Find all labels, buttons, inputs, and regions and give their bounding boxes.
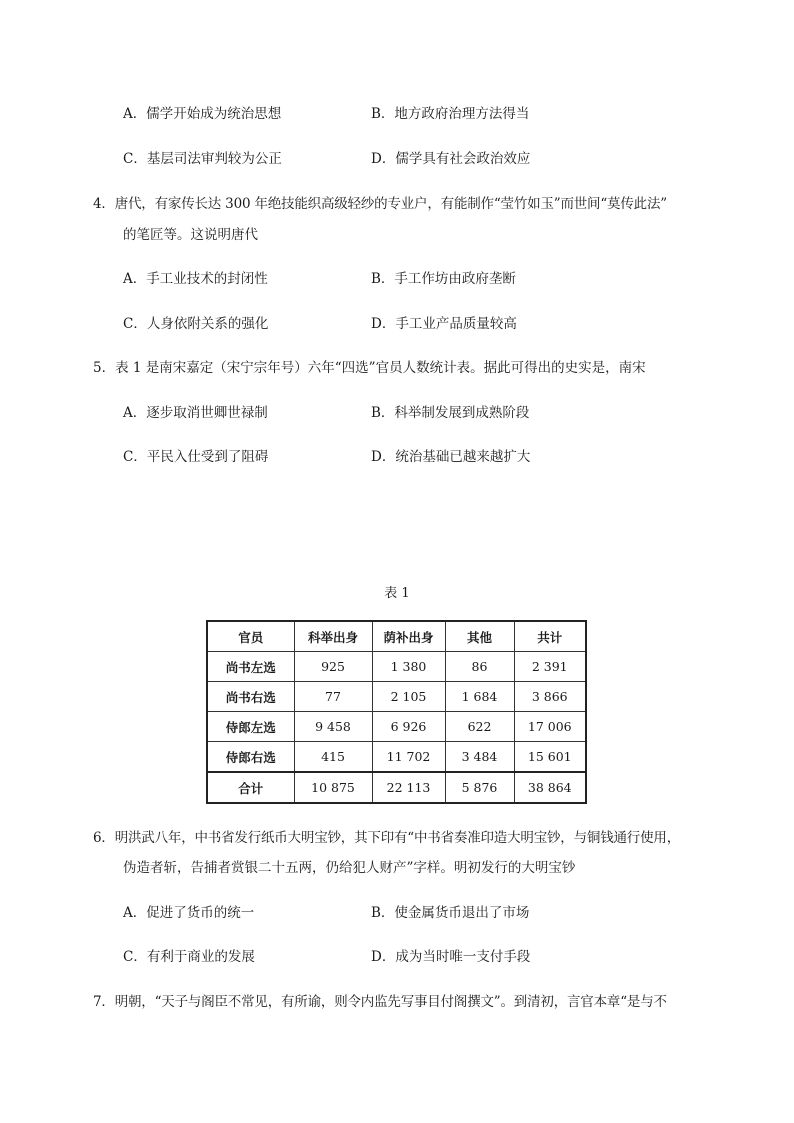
q4-option-c: C．人身依附关系的强化 [123,316,269,332]
table-cell: 11 702 [372,742,445,773]
header-other: 其他 [445,621,514,652]
q6-option-c: C．有利于商业的发展 [123,949,255,965]
table-cell: 622 [445,712,514,742]
table-cell: 3 484 [445,742,514,773]
table-cell: 3 866 [514,682,586,712]
table-row [207,742,586,773]
q3-option-a: A．儒学开始成为统治思想 [123,106,282,122]
q6-stem-line1: 6．明洪武八年，中书省发行纸币大明宝钞，其下印有“中书省奏准印造大明宝钞，与铜钱通行使用， [93,830,680,846]
table-cell: 86 [445,652,514,682]
header-total: 共计 [514,621,586,652]
table-row [207,682,586,712]
table-cell: 2 105 [372,682,445,712]
header-yinbu: 荫补出身 [372,621,445,652]
q5-option-c: C．平民入仕受到了阻碍 [123,449,269,465]
table-cell: 侍郎左选 [207,712,294,742]
table-caption: 表 1 [384,586,410,601]
q4-option-a: A．手工业技术的封闭性 [123,271,268,287]
table-cell: 1 684 [445,682,514,712]
header-keju: 科举出身 [294,621,372,652]
table-cell: 6 926 [372,712,445,742]
table-cell: 22 113 [372,772,445,803]
q6-stem-line2: 伪造者斩，告捕者赏银二十五两，仍给犯人财产”字样。明初发行的大明宝钞 [123,860,576,876]
table-cell: 9 458 [294,712,372,742]
table-cell: 尚书左选 [207,652,294,682]
table-total-row [207,772,586,803]
q5-option-d: D．统治基础已越来越扩大 [371,449,531,465]
q4-option-d: D．手工业产品质量较高 [371,316,517,332]
q6-option-a: A．促进了货币的统一 [123,905,255,921]
q5-stem: 5．表 1 是南宋嘉定（宋宁宗年号）六年“四选”官员人数统计表。据此可得出的史实是，南宋 [93,360,646,376]
official-statistics-table [206,620,587,804]
table-cell: 77 [294,682,372,712]
table-header-row [207,621,586,652]
table-cell: 1 380 [372,652,445,682]
table-cell: 尚书右选 [207,682,294,712]
q7-stem-line1: 7．明朝，“天子与阁臣不常见，有所谕，则令内监先写事目付阁撰文”。到清初，言官本章“是与不 [93,994,667,1010]
q4-stem-line1: 4．唐代，有家传长达 300 年绝技能织高级轻纱的专业户，有能制作“莹竹如玉”而世间“莫传此法” [93,196,667,212]
q5-option-a: A．逐步取消世卿世禄制 [123,405,268,421]
header-official: 官员 [207,621,294,652]
q3-option-d: D．儒学具有社会政治效应 [371,151,531,167]
q4-stem-line2: 的笔匠等。这说明唐代 [123,227,258,243]
q4-option-b: B．手工作坊由政府垄断 [371,271,516,287]
table-row [207,652,586,682]
q3-option-c: C．基层司法审判较为公正 [123,151,282,167]
table-cell: 5 876 [445,772,514,803]
table-cell: 17 006 [514,712,586,742]
q3-option-b: B．地方政府治理方法得当 [371,106,530,122]
table-cell: 925 [294,652,372,682]
table-row [207,712,586,742]
q5-option-b: B．科举制发展到成熟阶段 [371,405,530,421]
table-cell: 侍郎右选 [207,742,294,773]
q6-option-b: B．使金属货币退出了市场 [371,905,530,921]
table-cell: 415 [294,742,372,773]
table-cell: 38 864 [514,772,586,803]
table-cell: 2 391 [514,652,586,682]
table-cell: 15 601 [514,742,586,773]
q6-option-d: D．成为当时唯一支付手段 [371,949,531,965]
table-cell: 10 875 [294,772,372,803]
table-cell: 合计 [207,772,294,803]
